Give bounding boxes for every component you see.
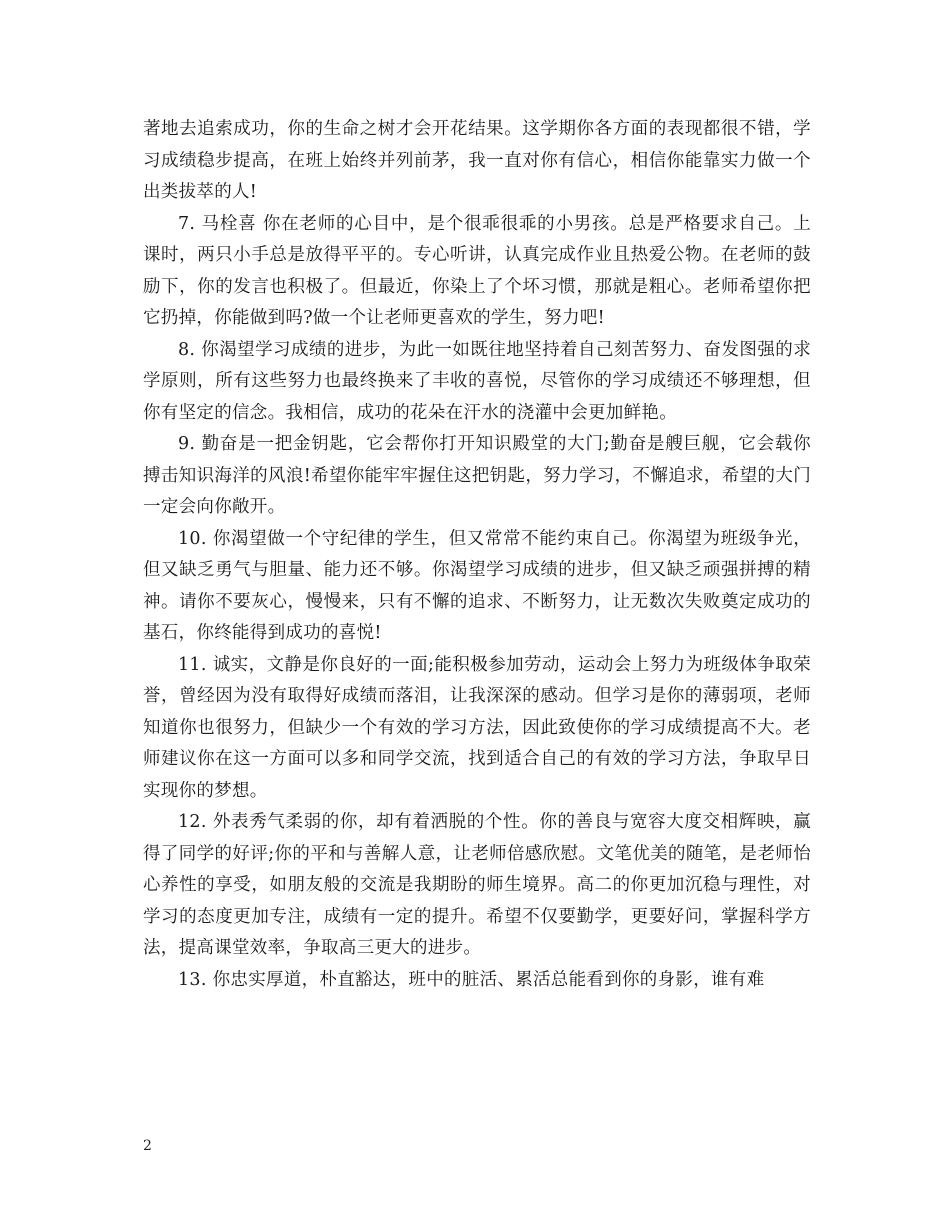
- paragraph-continuation: 著地去追索成功，你的生命之树才会开花结果。这学期你各方面的表现都很不错，学习成绩稳步提高，在班上始终并列前茅，我一直对你有信心，相信你能靠实力做一个出类拔萃的人!: [143, 119, 811, 202]
- paragraph-item-11: 11. 诚实，文静是你良好的一面;能积极参加劳动，运动会上努力为班级体争取荣誉，曾经因为没有取得好成绩而落泪，让我深深的感动。但学习是你的薄弱项，老师知道你也很努力，但缺少一个有效的学习方法，因此致使你的学习成绩提高不大。老师建议你在这一方面可以多和同学交流，找到适合自己的有效的学习方法，争取早日实现你的梦想。: [143, 654, 811, 801]
- paragraph-item-13: 13. 你忠实厚道，朴直豁达，班中的脏活、累活总能看到你的身影，谁有难: [178, 969, 765, 990]
- paragraph-item-10: 10. 你渴望做一个守纪律的学生，但又常常不能约束自己。你渴望为班级争光，但又缺乏勇气与胆量、能力还不够。你渴望学习成绩的进步，但又缺乏顽强拼搏的精神。请你不要灰心，慢慢来，只有不懈的追求、不断努力，让无数次失败奠定成功的基石，你终能得到成功的喜悦!: [143, 528, 811, 643]
- document-body: [143, 114, 811, 996]
- paragraph-item-7: 7. 马栓喜 你在老师的心目中，是个很乖很乖的小男孩。总是严格要求自己。上课时，两只小手总是放得平平的。专心听讲，认真完成作业且热爱公物。在老师的鼓励下，你的发言也积极了。但最近，你染上了个坏习惯，那就是粗心。老师希望你把它扔掉，你能做到吗?做一个让老师更喜欢的学生，努力吧!: [143, 213, 811, 328]
- paragraph-item-12: 12. 外表秀气柔弱的你，却有着洒脱的个性。你的善良与宽容大度交相辉映，赢得了同学的好评;你的平和与善解人意，让老师倍感欣慰。文笔优美的随笔，是老师怡心养性的享受，如朋友般的交流是我期盼的师生境界。高二的你更加沉稳与理性，对学习的态度更加专注，成绩有一定的提升。希望不仅要勤学，更要好问，掌握科学方法，提高课堂效率，争取高三更大的进步。: [143, 812, 811, 958]
- page-number: 2: [143, 1138, 152, 1154]
- paragraph-item-9: 9. 勤奋是一把金钥匙，它会帮你打开知识殿堂的大门;勤奋是艘巨舰，它会载你搏击知识海洋的风浪!希望你能牢牢握住这把钥匙，努力学习，不懈追求，希望的大门一定会向你敞开。: [143, 434, 811, 517]
- paragraph-item-8: 8. 你渴望学习成绩的进步，为此一如既往地坚持着自己刻苦努力、奋发图强的求学原则，所有这些努力也最终换来了丰收的喜悦，尽管你的学习成绩还不够理想，但你有坚定的信念。我相信，成功的花朵在汗水的浇灌中会更加鲜艳。: [143, 339, 811, 423]
